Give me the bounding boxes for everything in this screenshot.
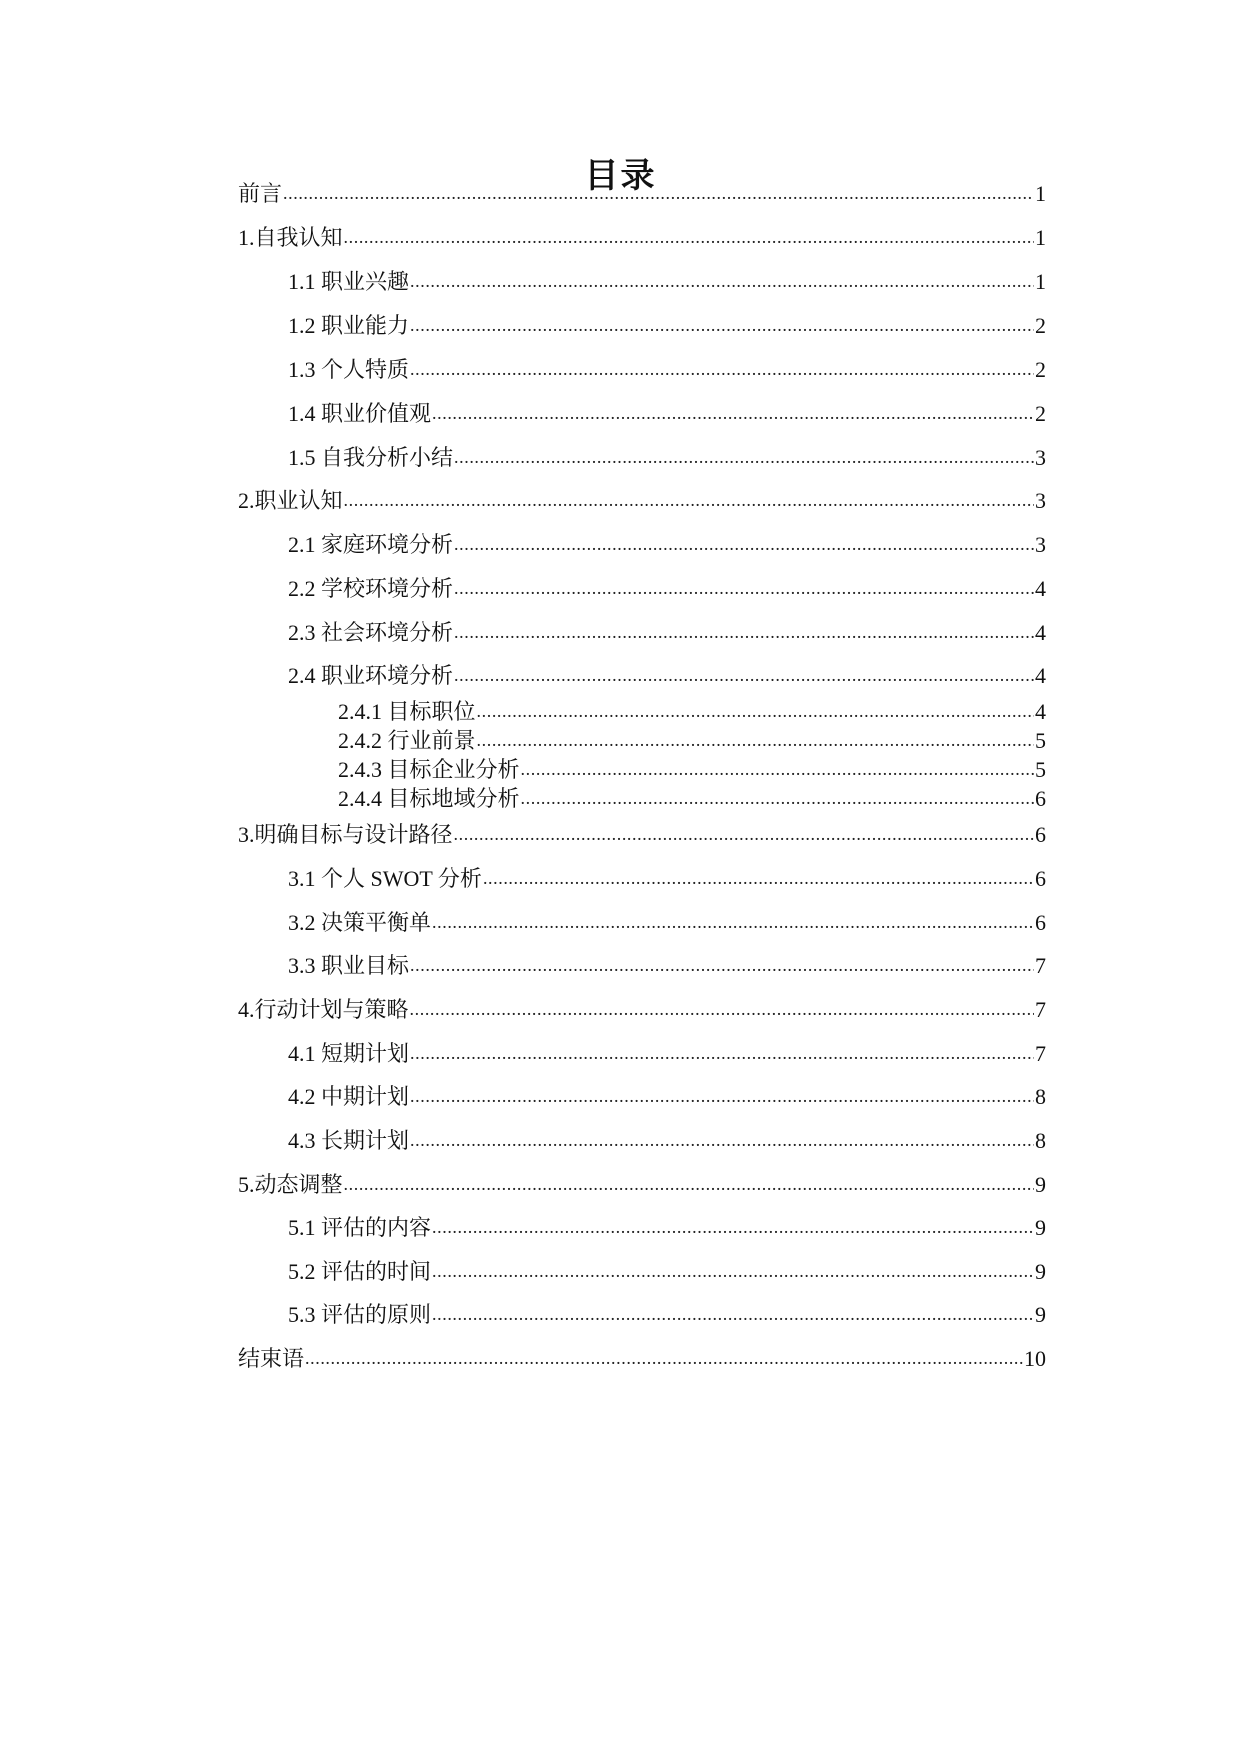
toc-entry-label: 4.行动计划与策略 <box>238 997 409 1022</box>
toc-leader-dots <box>454 444 1034 472</box>
toc-entry[interactable] <box>238 1040 1046 1068</box>
toc-entry[interactable] <box>238 619 1046 647</box>
toc-entry[interactable] <box>238 1301 1046 1329</box>
toc-entry[interactable] <box>238 356 1046 384</box>
toc-entry[interactable] <box>238 727 1046 755</box>
toc-leader-dots <box>432 1258 1034 1286</box>
toc-leader-dots <box>454 531 1034 559</box>
toc-entry-label: 2.4.3 目标企业分析 <box>338 757 520 782</box>
toc-entry-label: 2.4.2 行业前景 <box>338 728 476 753</box>
toc-leader-dots <box>344 224 1034 252</box>
page-title: 目录 <box>584 156 657 196</box>
toc-entry-page-number: 6 <box>1035 822 1046 847</box>
toc-leader-dots <box>410 996 1034 1024</box>
toc-entry-page-number: 9 <box>1035 1302 1046 1327</box>
toc-entry-page-number: 1 <box>1035 181 1046 206</box>
toc-leader-dots <box>454 575 1034 603</box>
toc-entry-label: 4.1 短期计划 <box>288 1041 410 1066</box>
toc-entry[interactable] <box>238 1214 1046 1242</box>
toc-entry-page-number: 5 <box>1035 728 1046 753</box>
toc-entry-label: 1.1 职业兴趣 <box>288 269 410 294</box>
toc-entry[interactable] <box>238 1345 1046 1373</box>
toc-leader-dots <box>410 312 1034 340</box>
toc-entry-page-number: 7 <box>1035 997 1046 1022</box>
toc-leader-dots <box>521 785 1034 813</box>
toc-leader-dots <box>283 180 1034 208</box>
toc-entry-label: 1.4 职业价值观 <box>288 401 432 426</box>
toc-entry[interactable] <box>238 268 1046 296</box>
toc-entry-label: 2.职业认知 <box>238 488 343 513</box>
toc-entry[interactable] <box>238 444 1046 472</box>
toc-entry-label: 3.1 个人 SWOT 分析 <box>288 866 482 891</box>
toc-leader-dots <box>432 1214 1034 1242</box>
toc-leader-dots <box>454 662 1034 690</box>
toc-entry-page-number: 2 <box>1035 357 1046 382</box>
toc-entry[interactable] <box>238 224 1046 252</box>
toc-leader-dots <box>410 952 1034 980</box>
toc-entry-page-number: 3 <box>1035 445 1046 470</box>
toc-leader-dots <box>477 727 1034 755</box>
toc-leader-dots <box>344 487 1034 515</box>
toc-entry-page-number: 7 <box>1035 1041 1046 1066</box>
toc-entry-label: 2.4.4 目标地域分析 <box>338 786 520 811</box>
toc-leader-dots <box>432 1301 1034 1329</box>
toc-entry-page-number: 3 <box>1035 532 1046 557</box>
toc-entry[interactable] <box>238 785 1046 813</box>
toc-entry[interactable] <box>238 865 1046 893</box>
toc-leader-dots <box>521 756 1034 784</box>
toc-entry[interactable] <box>238 698 1046 726</box>
toc-leader-dots <box>454 619 1034 647</box>
toc-entry-label: 5.1 评估的内容 <box>288 1215 432 1240</box>
toc-entry-label: 2.3 社会环境分析 <box>288 620 454 645</box>
toc-entry-label: 1.5 自我分析小结 <box>288 445 454 470</box>
toc-entry-label: 结束语 <box>238 1346 305 1371</box>
toc-entry-page-number: 1 <box>1035 225 1046 250</box>
toc-entry-label: 1.2 职业能力 <box>288 313 410 338</box>
toc-leader-dots <box>410 1127 1034 1155</box>
toc-entry-page-number: 9 <box>1035 1259 1046 1284</box>
toc-entry-label: 3.2 决策平衡单 <box>288 910 432 935</box>
toc-entry-label: 3.3 职业目标 <box>288 953 410 978</box>
toc-entry-page-number: 10 <box>1024 1346 1046 1371</box>
toc-entry[interactable] <box>238 662 1046 690</box>
toc-entry[interactable] <box>238 400 1046 428</box>
toc-entry-page-number: 9 <box>1035 1172 1046 1197</box>
toc-entry-page-number: 4 <box>1035 663 1046 688</box>
toc-entry[interactable] <box>238 1127 1046 1155</box>
toc-entry-page-number: 6 <box>1035 866 1046 891</box>
toc-leader-dots <box>483 865 1034 893</box>
toc-entry-label: 1.自我认知 <box>238 225 343 250</box>
toc-entry-label: 2.4.1 目标职位 <box>338 699 476 724</box>
toc-entry-label: 2.4 职业环境分析 <box>288 663 454 688</box>
toc-entry-label: 5.动态调整 <box>238 1172 343 1197</box>
toc-entry[interactable] <box>238 909 1046 937</box>
toc-entry-page-number: 6 <box>1035 786 1046 811</box>
toc-leader-dots <box>410 356 1034 384</box>
toc-leader-dots <box>344 1171 1034 1199</box>
toc-entry-label: 1.3 个人特质 <box>288 357 410 382</box>
toc-entry-page-number: 4 <box>1035 576 1046 601</box>
toc-entry-page-number: 7 <box>1035 953 1046 978</box>
toc-entry[interactable] <box>238 180 1046 208</box>
toc-entry-page-number: 8 <box>1035 1128 1046 1153</box>
toc-entry-page-number: 3 <box>1035 488 1046 513</box>
toc-entry-page-number: 2 <box>1035 401 1046 426</box>
toc-entry-page-number: 4 <box>1035 699 1046 724</box>
toc-leader-dots <box>477 698 1034 726</box>
toc-leader-dots <box>410 1083 1034 1111</box>
toc-leader-dots <box>432 909 1034 937</box>
toc-entry[interactable] <box>238 996 1046 1024</box>
toc-leader-dots <box>305 1345 1023 1373</box>
toc-entry-page-number: 9 <box>1035 1215 1046 1240</box>
toc-entry[interactable] <box>238 487 1046 515</box>
toc-entry-label: 5.2 评估的时间 <box>288 1259 432 1284</box>
toc-entry-page-number: 5 <box>1035 757 1046 782</box>
toc-entry[interactable] <box>238 756 1046 784</box>
toc-entry-page-number: 8 <box>1035 1084 1046 1109</box>
toc-entry-page-number: 1 <box>1035 269 1046 294</box>
toc-leader-dots <box>432 400 1034 428</box>
toc-entry[interactable] <box>238 531 1046 559</box>
toc-entry-page-number: 6 <box>1035 910 1046 935</box>
toc-entry-page-number: 2 <box>1035 313 1046 338</box>
toc-entry-label: 5.3 评估的原则 <box>288 1302 432 1327</box>
toc-entry-page-number: 4 <box>1035 620 1046 645</box>
toc-entry[interactable] <box>238 821 1046 849</box>
toc-entry-label: 3.明确目标与设计路径 <box>238 822 453 847</box>
toc-entry[interactable] <box>238 952 1046 980</box>
toc-leader-dots <box>410 1040 1034 1068</box>
toc-entry[interactable] <box>238 575 1046 603</box>
toc-entry-label: 4.3 长期计划 <box>288 1128 410 1153</box>
toc-entry[interactable] <box>238 1171 1046 1199</box>
toc-entry-label: 4.2 中期计划 <box>288 1084 410 1109</box>
toc-leader-dots <box>410 268 1034 296</box>
toc-entry-label: 2.2 学校环境分析 <box>288 576 454 601</box>
toc-leader-dots <box>454 821 1034 849</box>
toc-entry[interactable] <box>238 1258 1046 1286</box>
toc-entry-label: 2.1 家庭环境分析 <box>288 532 454 557</box>
toc-entry[interactable] <box>238 312 1046 340</box>
toc-entry-label: 前言 <box>238 181 283 206</box>
toc-entry[interactable] <box>238 1083 1046 1111</box>
